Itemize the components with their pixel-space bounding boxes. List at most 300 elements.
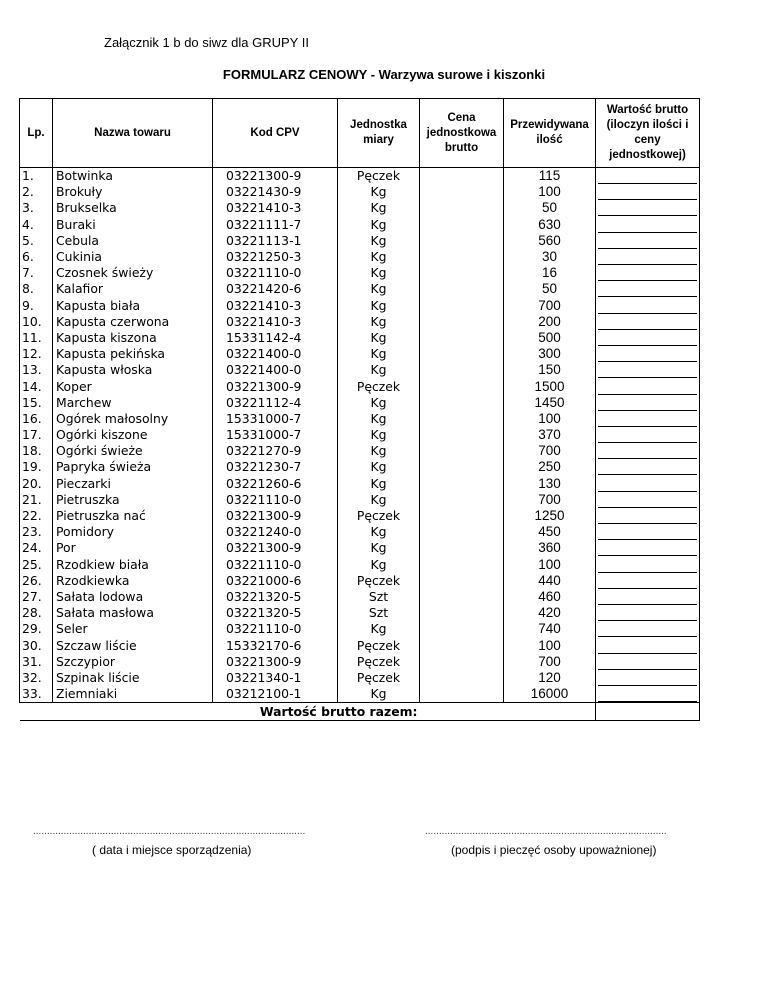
value-box[interactable] bbox=[598, 411, 697, 427]
value-box[interactable] bbox=[598, 557, 697, 573]
cell-unit: Kg bbox=[338, 298, 420, 314]
cell-code: 03221320-5 bbox=[213, 605, 338, 621]
cell-unit: Kg bbox=[338, 443, 420, 459]
cell-lp: 11. bbox=[20, 330, 53, 346]
value-box[interactable] bbox=[598, 330, 697, 346]
cell-qty: 1500 bbox=[504, 378, 596, 394]
value-box[interactable] bbox=[598, 265, 697, 281]
cell-lp: 7. bbox=[20, 265, 53, 281]
cell-name: Marchew bbox=[53, 395, 213, 411]
price-input-cell[interactable] bbox=[420, 459, 504, 475]
price-input-cell[interactable] bbox=[420, 378, 504, 394]
cell-lp: 10. bbox=[20, 314, 53, 330]
value-input-cell[interactable] bbox=[596, 427, 700, 443]
cell-qty: 120 bbox=[504, 670, 596, 686]
value-input-cell[interactable] bbox=[596, 524, 700, 540]
cell-qty: 16000 bbox=[504, 686, 596, 703]
cell-qty: 300 bbox=[504, 346, 596, 362]
table-row bbox=[20, 492, 700, 508]
cell-unit: Kg bbox=[338, 411, 420, 427]
value-input-cell[interactable] bbox=[596, 233, 700, 249]
price-table bbox=[19, 98, 700, 721]
price-input-cell[interactable] bbox=[420, 524, 504, 540]
cell-lp: 27. bbox=[20, 589, 53, 605]
table-row bbox=[20, 217, 700, 233]
cell-unit: Pęczek bbox=[338, 670, 420, 686]
cell-name: Pietruszka nać bbox=[53, 508, 213, 524]
price-input-cell[interactable] bbox=[420, 492, 504, 508]
cell-lp: 31. bbox=[20, 654, 53, 670]
value-input-cell[interactable] bbox=[596, 200, 700, 216]
value-box[interactable] bbox=[598, 638, 697, 654]
value-box[interactable] bbox=[598, 184, 697, 200]
cell-qty: 50 bbox=[504, 200, 596, 216]
cell-qty: 130 bbox=[504, 476, 596, 492]
cell-name: Cukinia bbox=[53, 249, 213, 265]
cell-name: Rzodkiew biała bbox=[53, 557, 213, 573]
value-input-cell[interactable] bbox=[596, 443, 700, 459]
value-input-cell[interactable] bbox=[596, 217, 700, 233]
value-box[interactable] bbox=[598, 540, 697, 556]
form-title: FORMULARZ CENOWY - Warzywa surowe i kiszonki bbox=[222, 67, 546, 82]
cell-qty: 1250 bbox=[504, 508, 596, 524]
value-box[interactable] bbox=[598, 589, 697, 605]
value-box[interactable] bbox=[598, 281, 697, 297]
table-row bbox=[20, 168, 700, 185]
value-box[interactable] bbox=[598, 508, 697, 524]
cell-code: 03221240-0 bbox=[213, 524, 338, 540]
cell-qty: 450 bbox=[504, 524, 596, 540]
cell-code: 03221300-9 bbox=[213, 654, 338, 670]
cell-lp: 13. bbox=[20, 362, 53, 378]
cell-unit: Szt bbox=[338, 589, 420, 605]
price-input-cell[interactable] bbox=[420, 298, 504, 314]
table-row bbox=[20, 557, 700, 573]
cell-unit: Kg bbox=[338, 540, 420, 556]
value-input-cell[interactable] bbox=[596, 589, 700, 605]
date-place-caption: ( data i miejsce sporządzenia) bbox=[92, 843, 252, 857]
table-row bbox=[20, 378, 700, 394]
cell-qty: 700 bbox=[504, 492, 596, 508]
cell-unit: Kg bbox=[338, 686, 420, 703]
value-box[interactable] bbox=[598, 573, 697, 589]
cell-unit: Szt bbox=[338, 605, 420, 621]
value-input-cell[interactable] bbox=[596, 557, 700, 573]
col-lp-header: Lp. bbox=[20, 99, 53, 168]
cell-unit: Kg bbox=[338, 184, 420, 200]
cell-qty: 1450 bbox=[504, 395, 596, 411]
price-input-cell[interactable] bbox=[420, 686, 504, 703]
cell-name: Ogórek małosolny bbox=[53, 411, 213, 427]
cell-unit: Kg bbox=[338, 200, 420, 216]
price-input-cell[interactable] bbox=[420, 411, 504, 427]
total-qty-cell bbox=[504, 703, 596, 721]
cell-lp: 26. bbox=[20, 573, 53, 589]
cell-unit: Kg bbox=[338, 557, 420, 573]
price-input-cell[interactable] bbox=[420, 670, 504, 686]
value-input-cell[interactable] bbox=[596, 249, 700, 265]
value-box[interactable] bbox=[598, 605, 697, 621]
value-box[interactable] bbox=[598, 233, 697, 249]
value-box[interactable] bbox=[598, 654, 697, 670]
price-input-cell[interactable] bbox=[420, 621, 504, 637]
price-input-cell[interactable] bbox=[420, 573, 504, 589]
price-input-cell[interactable] bbox=[420, 200, 504, 216]
cell-unit: Kg bbox=[338, 362, 420, 378]
table-row bbox=[20, 670, 700, 686]
value-box[interactable] bbox=[598, 476, 697, 492]
cell-unit: Kg bbox=[338, 395, 420, 411]
value-input-cell[interactable] bbox=[596, 362, 700, 378]
cell-qty: 440 bbox=[504, 573, 596, 589]
cell-name: Ogórki kiszone bbox=[53, 427, 213, 443]
cell-name: Kapusta czerwona bbox=[53, 314, 213, 330]
value-input-cell[interactable] bbox=[596, 476, 700, 492]
cell-code: 03212100-1 bbox=[213, 686, 338, 703]
price-input-cell[interactable] bbox=[420, 557, 504, 573]
cell-lp: 2. bbox=[20, 184, 53, 200]
table-row bbox=[20, 459, 700, 475]
value-box[interactable] bbox=[598, 670, 697, 686]
value-box[interactable] bbox=[598, 314, 697, 330]
cell-code: 15331000-7 bbox=[213, 427, 338, 443]
cell-unit: Kg bbox=[338, 524, 420, 540]
cell-name: Kapusta kiszona bbox=[53, 330, 213, 346]
cell-code: 03221410-3 bbox=[213, 298, 338, 314]
cell-name: Pieczarki bbox=[53, 476, 213, 492]
cell-code: 15331142-4 bbox=[213, 330, 338, 346]
total-value-cell[interactable] bbox=[596, 703, 700, 721]
cell-name: Szczaw liście bbox=[53, 637, 213, 653]
value-input-cell[interactable] bbox=[596, 395, 700, 411]
table-row bbox=[20, 281, 700, 297]
cell-code: 03221300-9 bbox=[213, 540, 338, 556]
table-row bbox=[20, 621, 700, 637]
table-row bbox=[20, 573, 700, 589]
price-input-cell[interactable] bbox=[420, 605, 504, 621]
value-input-cell[interactable] bbox=[596, 637, 700, 653]
cell-unit: Kg bbox=[338, 427, 420, 443]
cell-lp: 22. bbox=[20, 508, 53, 524]
cell-name: Koper bbox=[53, 378, 213, 394]
cell-lp: 8. bbox=[20, 281, 53, 297]
cell-code: 03221410-3 bbox=[213, 200, 338, 216]
price-input-cell[interactable] bbox=[420, 395, 504, 411]
value-box[interactable] bbox=[598, 459, 697, 475]
value-box[interactable] bbox=[598, 249, 697, 265]
price-input-cell[interactable] bbox=[420, 314, 504, 330]
cell-lp: 28. bbox=[20, 605, 53, 621]
cell-qty: 700 bbox=[504, 654, 596, 670]
cell-name: Seler bbox=[53, 621, 213, 637]
price-input-cell[interactable] bbox=[420, 540, 504, 556]
cell-code: 03221110-0 bbox=[213, 621, 338, 637]
table-row bbox=[20, 395, 700, 411]
cell-qty: 115 bbox=[504, 168, 596, 185]
value-input-cell[interactable] bbox=[596, 184, 700, 200]
value-box[interactable] bbox=[598, 200, 697, 216]
cell-qty: 370 bbox=[504, 427, 596, 443]
cell-name: Papryka świeża bbox=[53, 459, 213, 475]
cell-unit: Kg bbox=[338, 281, 420, 297]
value-input-cell[interactable] bbox=[596, 281, 700, 297]
value-box[interactable] bbox=[598, 492, 697, 508]
cell-name: Buraki bbox=[53, 217, 213, 233]
cell-unit: Kg bbox=[338, 492, 420, 508]
cell-qty: 700 bbox=[504, 443, 596, 459]
table-row bbox=[20, 362, 700, 378]
cell-qty: 150 bbox=[504, 362, 596, 378]
value-input-cell[interactable] bbox=[596, 298, 700, 314]
value-input-cell[interactable] bbox=[596, 346, 700, 362]
value-input-cell[interactable] bbox=[596, 314, 700, 330]
table-row bbox=[20, 589, 700, 605]
price-input-cell[interactable] bbox=[420, 233, 504, 249]
cell-code: 03221420-6 bbox=[213, 281, 338, 297]
cell-lp: 9. bbox=[20, 298, 53, 314]
cell-code: 03221111-7 bbox=[213, 217, 338, 233]
value-input-cell[interactable] bbox=[596, 686, 700, 703]
cell-qty: 100 bbox=[504, 411, 596, 427]
cell-unit: Kg bbox=[338, 621, 420, 637]
cell-code: 03221112-4 bbox=[213, 395, 338, 411]
price-input-cell[interactable] bbox=[420, 362, 504, 378]
cell-lp: 20. bbox=[20, 476, 53, 492]
cell-name: Czosnek świeży bbox=[53, 265, 213, 281]
cell-name: Sałata lodowa bbox=[53, 589, 213, 605]
value-input-cell[interactable] bbox=[596, 378, 700, 394]
cell-unit: Kg bbox=[338, 249, 420, 265]
value-box[interactable] bbox=[598, 443, 697, 459]
cell-name: Rzodkiewka bbox=[53, 573, 213, 589]
cell-code: 03221270-9 bbox=[213, 443, 338, 459]
cell-lp: 6. bbox=[20, 249, 53, 265]
price-input-cell[interactable] bbox=[420, 184, 504, 200]
value-input-cell[interactable] bbox=[596, 670, 700, 686]
total-label: Wartość brutto razem: bbox=[20, 703, 420, 721]
signature-caption: (podpis i pieczęć osoby upoważnionej) bbox=[451, 843, 657, 857]
table-row bbox=[20, 427, 700, 443]
cell-code: 15332170-6 bbox=[213, 637, 338, 653]
value-input-cell[interactable] bbox=[596, 605, 700, 621]
cell-code: 03221260-6 bbox=[213, 476, 338, 492]
cell-unit: Kg bbox=[338, 476, 420, 492]
value-box[interactable] bbox=[598, 362, 697, 378]
cell-qty: 700 bbox=[504, 298, 596, 314]
cell-lp: 17. bbox=[20, 427, 53, 443]
table-row bbox=[20, 540, 700, 556]
cell-name: Ziemniaki bbox=[53, 686, 213, 703]
value-input-cell[interactable] bbox=[596, 411, 700, 427]
cell-unit: Kg bbox=[338, 346, 420, 362]
cell-code: 03221320-5 bbox=[213, 589, 338, 605]
table-header bbox=[20, 99, 700, 168]
table-row bbox=[20, 330, 700, 346]
cell-code: 03221110-0 bbox=[213, 265, 338, 281]
cell-code: 03221400-0 bbox=[213, 362, 338, 378]
cell-name: Pietruszka bbox=[53, 492, 213, 508]
value-input-cell[interactable] bbox=[596, 265, 700, 281]
table-row bbox=[20, 637, 700, 653]
cell-qty: 100 bbox=[504, 184, 596, 200]
cell-qty: 30 bbox=[504, 249, 596, 265]
price-input-cell[interactable] bbox=[420, 637, 504, 653]
total-price-cell bbox=[420, 703, 504, 721]
price-input-cell[interactable] bbox=[420, 476, 504, 492]
price-input-cell[interactable] bbox=[420, 281, 504, 297]
date-place-line: .................................................................................................. bbox=[33, 826, 306, 837]
value-box[interactable] bbox=[598, 621, 697, 637]
price-input-cell[interactable] bbox=[420, 217, 504, 233]
cell-name: Cebula bbox=[53, 233, 213, 249]
price-input-cell[interactable] bbox=[420, 168, 504, 185]
value-input-cell[interactable] bbox=[596, 168, 700, 185]
cell-lp: 14. bbox=[20, 378, 53, 394]
cell-lp: 29. bbox=[20, 621, 53, 637]
table-row bbox=[20, 508, 700, 524]
value-input-cell[interactable] bbox=[596, 573, 700, 589]
price-input-cell[interactable] bbox=[420, 346, 504, 362]
cell-code: 03221340-1 bbox=[213, 670, 338, 686]
table-row bbox=[20, 265, 700, 281]
cell-name: Ogórki świeże bbox=[53, 443, 213, 459]
cell-lp: 3. bbox=[20, 200, 53, 216]
cell-lp: 25. bbox=[20, 557, 53, 573]
col-qty-header: Przewidywana ilość bbox=[504, 99, 596, 168]
col-code-header: Kod CPV bbox=[213, 99, 338, 168]
value-box[interactable] bbox=[598, 298, 697, 314]
cell-unit: Pęczek bbox=[338, 654, 420, 670]
cell-code: 03221400-0 bbox=[213, 346, 338, 362]
value-box[interactable] bbox=[598, 686, 697, 702]
cell-name: Brukselka bbox=[53, 200, 213, 216]
cell-name: Kapusta biała bbox=[53, 298, 213, 314]
col-unit-header: Jednostka miary bbox=[338, 99, 420, 168]
cell-name: Szpinak liście bbox=[53, 670, 213, 686]
value-box[interactable] bbox=[598, 217, 697, 233]
price-input-cell[interactable] bbox=[420, 265, 504, 281]
value-input-cell[interactable] bbox=[596, 654, 700, 670]
cell-lp: 19. bbox=[20, 459, 53, 475]
cell-code: 03221000-6 bbox=[213, 573, 338, 589]
table-row bbox=[20, 686, 700, 703]
cell-unit: Kg bbox=[338, 314, 420, 330]
table-row bbox=[20, 443, 700, 459]
cell-unit: Kg bbox=[338, 217, 420, 233]
cell-lp: 32. bbox=[20, 670, 53, 686]
cell-lp: 1. bbox=[20, 168, 53, 185]
value-box[interactable] bbox=[598, 395, 697, 411]
table-row bbox=[20, 249, 700, 265]
value-box[interactable] bbox=[598, 379, 697, 395]
value-input-cell[interactable] bbox=[596, 459, 700, 475]
cell-name: Brokuły bbox=[53, 184, 213, 200]
value-input-cell[interactable] bbox=[596, 540, 700, 556]
cell-qty: 630 bbox=[504, 217, 596, 233]
cell-lp: 16. bbox=[20, 411, 53, 427]
value-box[interactable] bbox=[598, 427, 697, 443]
cell-qty: 360 bbox=[504, 540, 596, 556]
price-input-cell[interactable] bbox=[420, 427, 504, 443]
cell-unit: Kg bbox=[338, 330, 420, 346]
cell-lp: 15. bbox=[20, 395, 53, 411]
cell-code: 03221300-9 bbox=[213, 508, 338, 524]
value-box[interactable] bbox=[598, 346, 697, 362]
table-row bbox=[20, 184, 700, 200]
cell-name: Sałata masłowa bbox=[53, 605, 213, 621]
value-input-cell[interactable] bbox=[596, 621, 700, 637]
table-row bbox=[20, 233, 700, 249]
cell-name: Por bbox=[53, 540, 213, 556]
cell-name: Kapusta włoska bbox=[53, 362, 213, 378]
cell-code: 03221430-9 bbox=[213, 184, 338, 200]
table-row bbox=[20, 200, 700, 216]
value-input-cell[interactable] bbox=[596, 330, 700, 346]
value-box[interactable] bbox=[598, 168, 697, 184]
price-input-cell[interactable] bbox=[420, 508, 504, 524]
price-input-cell[interactable] bbox=[420, 443, 504, 459]
cell-code: 03221230-7 bbox=[213, 459, 338, 475]
value-box[interactable] bbox=[598, 524, 697, 540]
price-input-cell[interactable] bbox=[420, 589, 504, 605]
cell-lp: 23. bbox=[20, 524, 53, 540]
cell-code: 03221300-9 bbox=[213, 168, 338, 185]
cell-unit: Pęczek bbox=[338, 637, 420, 653]
cell-name: Kapusta pekińska bbox=[53, 346, 213, 362]
table-row bbox=[20, 476, 700, 492]
price-input-cell[interactable] bbox=[420, 330, 504, 346]
cell-name: Botwinka bbox=[53, 168, 213, 185]
cell-qty: 460 bbox=[504, 589, 596, 605]
cell-lp: 18. bbox=[20, 443, 53, 459]
cell-lp: 4. bbox=[20, 217, 53, 233]
cell-code: 03221410-3 bbox=[213, 314, 338, 330]
table-row bbox=[20, 346, 700, 362]
cell-lp: 5. bbox=[20, 233, 53, 249]
value-input-cell[interactable] bbox=[596, 492, 700, 508]
cell-qty: 50 bbox=[504, 281, 596, 297]
cell-unit: Pęczek bbox=[338, 168, 420, 185]
cell-lp: 12. bbox=[20, 346, 53, 362]
table-row bbox=[20, 298, 700, 314]
cell-qty: 420 bbox=[504, 605, 596, 621]
cell-qty: 560 bbox=[504, 233, 596, 249]
cell-qty: 100 bbox=[504, 637, 596, 653]
cell-unit: Pęczek bbox=[338, 573, 420, 589]
price-input-cell[interactable] bbox=[420, 654, 504, 670]
cell-name: Szczypior bbox=[53, 654, 213, 670]
cell-unit: Pęczek bbox=[338, 378, 420, 394]
price-input-cell[interactable] bbox=[420, 249, 504, 265]
cell-qty: 500 bbox=[504, 330, 596, 346]
cell-code: 03221300-9 bbox=[213, 378, 338, 394]
cell-unit: Pęczek bbox=[338, 508, 420, 524]
col-name-header: Nazwa towaru bbox=[53, 99, 213, 168]
value-input-cell[interactable] bbox=[596, 508, 700, 524]
table-row bbox=[20, 411, 700, 427]
cell-qty: 250 bbox=[504, 459, 596, 475]
table-row bbox=[20, 314, 700, 330]
cell-qty: 100 bbox=[504, 557, 596, 573]
cell-unit: Kg bbox=[338, 233, 420, 249]
cell-unit: Kg bbox=[338, 265, 420, 281]
cell-code: 03221110-0 bbox=[213, 492, 338, 508]
cell-qty: 200 bbox=[504, 314, 596, 330]
cell-name: Pomidory bbox=[53, 524, 213, 540]
table-row bbox=[20, 654, 700, 670]
cell-unit: Kg bbox=[338, 459, 420, 475]
cell-code: 03221113-1 bbox=[213, 233, 338, 249]
